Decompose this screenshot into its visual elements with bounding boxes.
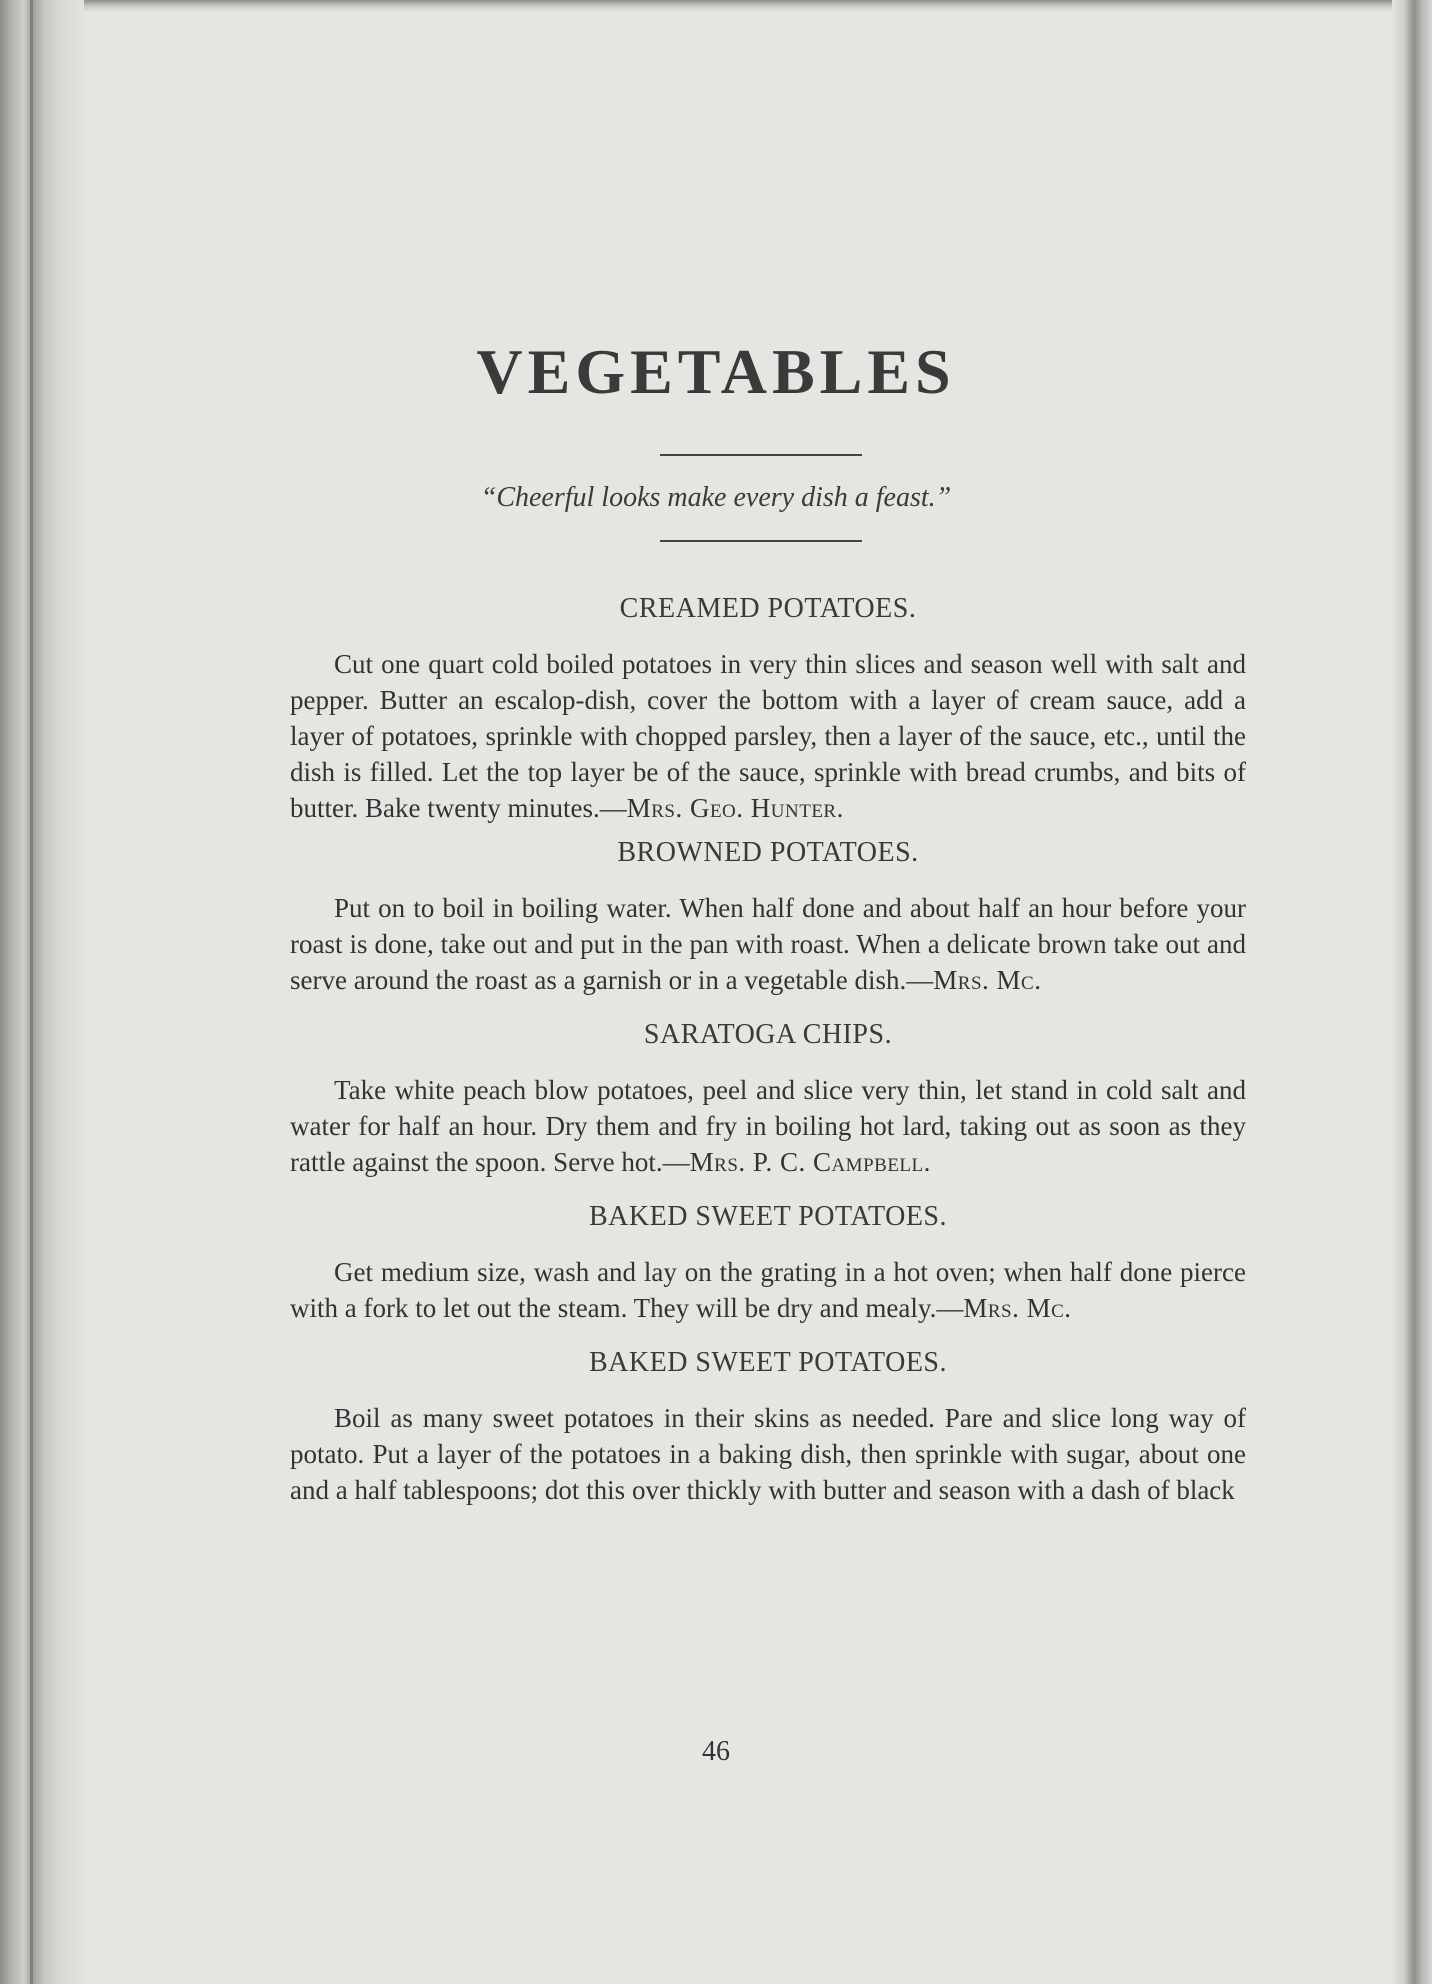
recipe-creamed-potatoes (290, 586, 1246, 826)
recipe-text: Take white peach blow potatoes, peel and slice very thin, let stand in cold salt and water for half an hour. Dry them and fry in boiling hot lard, taking out as soon as they rattle against the spoon. Serve hot.— (290, 1075, 1246, 1177)
recipe-baked-sweet-potatoes-2 (290, 1340, 1246, 1508)
recipe-heading: BAKED SWEET POTATOES. (588, 1201, 947, 1232)
spine-line (30, 0, 33, 1984)
recipe-baked-sweet-potatoes-1 (290, 1194, 1246, 1326)
book-spine-edge (0, 0, 84, 1984)
page-top-edge (0, 0, 1432, 12)
page-number: 46 (702, 1736, 730, 1767)
recipe-author: Mrs. Geo. Hunter. (626, 793, 844, 823)
recipe-text: Cut one quart cold boiled potatoes in very thin slices and season well with salt and pepper. Butter an escalop-dish, cover the bottom with a layer of cream sauce, add a layer of potatoes, sprinkle with chopped parsley, then a layer of the sauce, etc., until the dish is filled. Let the top layer be of the sauce, sprinkle with bread crumbs, and bits of butter. Bake twenty minutes.— (290, 649, 1246, 823)
recipe-text: Boil as many sweet potatoes in their skins as needed. Pare and slice long way of potato. Put a layer of the potatoes in a baking dish, then sprinkle with sugar, about one and a half tablespoons; dot this over thickly with butter and season with a dash of black (290, 1403, 1246, 1505)
recipe-heading: SARATOGA CHIPS. (643, 1019, 893, 1050)
recipe-author: Mrs. P. C. Campbell. (689, 1147, 931, 1177)
recipe-author: Mrs. Mc. (963, 1293, 1072, 1323)
divider-bottom (660, 540, 862, 542)
recipe-text: Get medium size, wash and lay on the grating in a hot oven; when half done pierce with a fork to let out the steam. They will be dry and mealy.— (290, 1257, 1246, 1323)
divider-top (660, 454, 862, 456)
page-title: VEGETABLES (476, 336, 956, 407)
page-motto: “Cheerful looks make every dish a feast.” (480, 482, 952, 513)
recipe-body (290, 890, 1246, 998)
recipe-browned-potatoes (290, 830, 1246, 998)
recipe-heading: CREAMED POTATOES. (619, 593, 917, 624)
recipe-body (290, 1254, 1246, 1326)
recipe-body (290, 646, 1246, 826)
recipe-body (290, 1400, 1246, 1508)
recipe-list (290, 586, 1246, 1508)
recipe-body (290, 1072, 1246, 1180)
recipe-saratoga-chips (290, 1012, 1246, 1180)
recipe-heading: BROWNED POTATOES. (617, 837, 919, 868)
recipe-text: Put on to boil in boiling water. When half done and about half an hour before your roast is done, take out and put in the pan with roast. When a delicate brown take out and serve around the roast as a garnish or in a vegetable dish.— (290, 893, 1246, 995)
recipe-author: Mrs. Mc. (933, 965, 1042, 995)
recipe-heading: BAKED SWEET POTATOES. (588, 1347, 947, 1378)
page-right-edge (1392, 0, 1432, 1984)
